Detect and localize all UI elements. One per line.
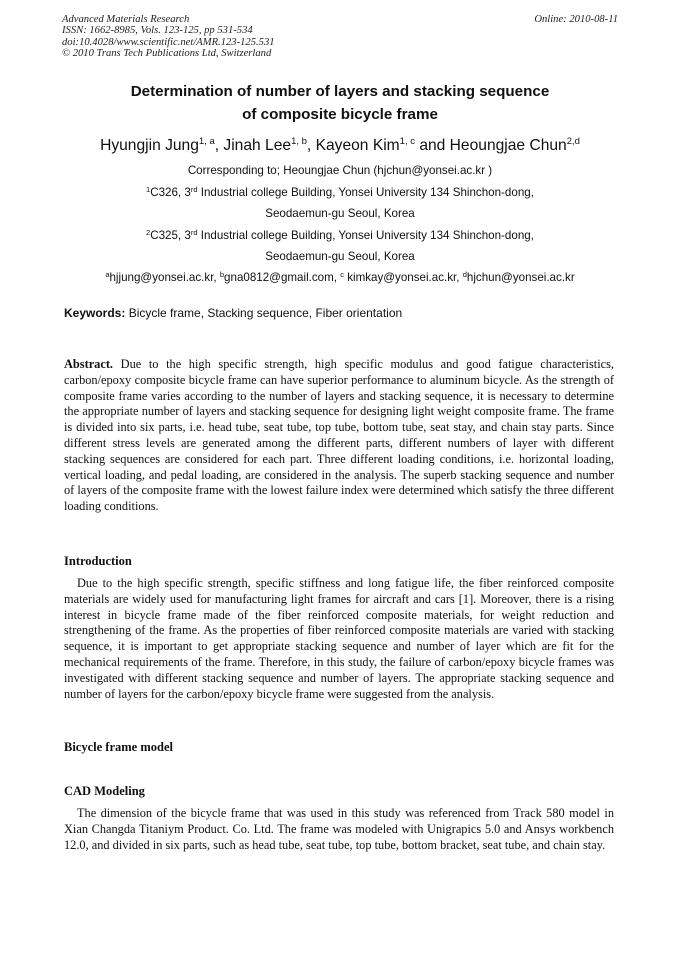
journal-name: Advanced Materials Research xyxy=(62,14,190,25)
email-address: gna0812@gmail.com xyxy=(224,271,334,284)
email-address: kimkay@yonsei.ac.kr xyxy=(343,271,457,284)
email-address: hjchun@yonsei.ac.kr xyxy=(466,271,575,284)
email-address: hjjung@yonsei.ac.kr xyxy=(109,271,214,284)
keywords-text: Bicycle frame, Stacking sequence, Fiber orientation xyxy=(125,306,403,320)
author-affiliation-mark: 1, b xyxy=(291,136,307,147)
abstract-label: Abstract. xyxy=(64,357,114,371)
email-mark: c xyxy=(340,270,344,279)
corresponding-author: Corresponding to; Heoungjae Chun (hjchun@yonsei.ac.kr ) xyxy=(187,164,493,177)
abstract-text: Due to the high specific strength, high specific modulus and good fatigue characteristics, carbon/epoxy composite bicycle frame can have superior performance to aluminum bicycle. As the strength of composite frame varies according to the number of layers and stacking sequence, it is necessary to determine the appropriate number of layers and stacking sequence for designing light weight composite frame. The frame is divided into six parts, i.e. head tube, seat tube, top tube, bottom tube, seat stay, and chain stay parts. Since different stress levels are generated among the different parts, different numbers of layer with different stacking sequences are considered for each part. Three different loading conditions, i.e. horizontal loading, vertical loading, and pedal loading, are considered in the analysis. The superb stacking sequence and number of layers of the composite frame with the lowest failure index were determined which satisfy the three different loading conditions. xyxy=(64,357,614,514)
author-separator: , xyxy=(306,137,316,154)
author-name: Kayeon Kim xyxy=(315,137,400,154)
affiliation-mark: 1 xyxy=(146,185,151,194)
doi-line: doi:10.4028/www.scientific.net/AMR.123-125.531 xyxy=(62,36,275,48)
author-affiliation-mark: 1, c xyxy=(399,136,415,147)
paper-title xyxy=(62,80,618,126)
author-separator: and xyxy=(414,137,450,154)
affiliation-text: Industrial college Building, Yonsei University 134 Shinchon-dong, xyxy=(197,186,534,199)
email-separator: , xyxy=(333,271,341,284)
title-line-2: of composite bicycle frame xyxy=(242,106,438,123)
author-name: Hyungjin Jung xyxy=(100,137,199,154)
ordinal-suffix: rd xyxy=(190,185,198,194)
author-name: Heoungjae Chun xyxy=(449,137,567,154)
author-name: Jinah Lee xyxy=(223,137,292,154)
section-heading-bicycle-frame-model: Bicycle frame model xyxy=(64,740,173,754)
abstract xyxy=(64,357,614,515)
affiliation-text: Industrial college Building, Yonsei University 134 Shinchon-dong, xyxy=(197,229,534,242)
email-separator: , xyxy=(456,271,463,284)
ordinal-suffix: rd xyxy=(190,228,198,237)
affiliation-2 xyxy=(62,229,618,243)
email-separator: , xyxy=(213,271,220,284)
title-line-1: Determination of number of layers and stacking sequence xyxy=(130,83,550,100)
online-date: Online: 2010-08-11 xyxy=(534,14,618,25)
affiliation-1 xyxy=(62,186,618,200)
keywords-label: Keywords: xyxy=(64,306,126,320)
issn-line: ISSN: 1662-8985, Vols. 123-125, pp 531-534 xyxy=(62,25,253,37)
author-separator: , xyxy=(214,137,224,154)
email-mark: d xyxy=(462,270,467,279)
affiliation-text: C326, 3 xyxy=(150,186,191,199)
affiliation-mark: 2 xyxy=(146,228,151,237)
affiliation-1-line-2: Seodaemun-gu Seoul, Korea xyxy=(265,207,415,220)
email-mark: b xyxy=(219,270,225,279)
keywords xyxy=(64,306,620,320)
copyright-line: © 2010 Trans Tech Publications Ltd, Switzerland xyxy=(62,48,272,60)
email-list xyxy=(62,271,618,285)
introduction-paragraph: Due to the high specific strength, specific stiffness and long fatigue life, the fiber reinforced composite materials are widely used for manufacturing light frames for aircraft and cars [1]. Moreover, there is a rising interest in bicycle frame made of the fiber reinforced composite materials, for weight reduction and strengthening of the frame. As the properties of fiber reinforced composite materials are varied with stacking sequence, it is important to get appropriate stacking sequence and number of layer which are fit for the mechanical requirements of the frame. Therefore, in this study, the failure of carbon/epoxy bicycle frames was investigated with different stacking sequence and number of layers. The appropriate stacking sequence and number of layers for the carbon/epoxy bicycle frame were suggested from the analysis. xyxy=(64,576,614,701)
author-affiliation-mark: 2,d xyxy=(566,136,580,147)
journal-header xyxy=(62,14,618,60)
author-affiliation-mark: 1, a xyxy=(198,136,215,147)
affiliation-text: C325, 3 xyxy=(150,229,191,242)
email-mark: a xyxy=(105,270,110,279)
author-list xyxy=(62,136,618,156)
affiliation-2-line-2: Seodaemun-gu Seoul, Korea xyxy=(265,250,415,263)
cad-paragraph: The dimension of the bicycle frame that was used in this study was referenced from Track 580 model in Xian Changda Titaniym Product. Co. Ltd. The frame was modeled with Unigrapics 5.0 and Ansys workbench 12.0, and divided in six parts, such as head tube, seat tube, top tube, bottom bracket, seat tube, and chain stay. xyxy=(64,806,614,852)
section-heading-cad-modeling: CAD Modeling xyxy=(64,784,145,798)
section-heading-introduction: Introduction xyxy=(64,554,132,568)
